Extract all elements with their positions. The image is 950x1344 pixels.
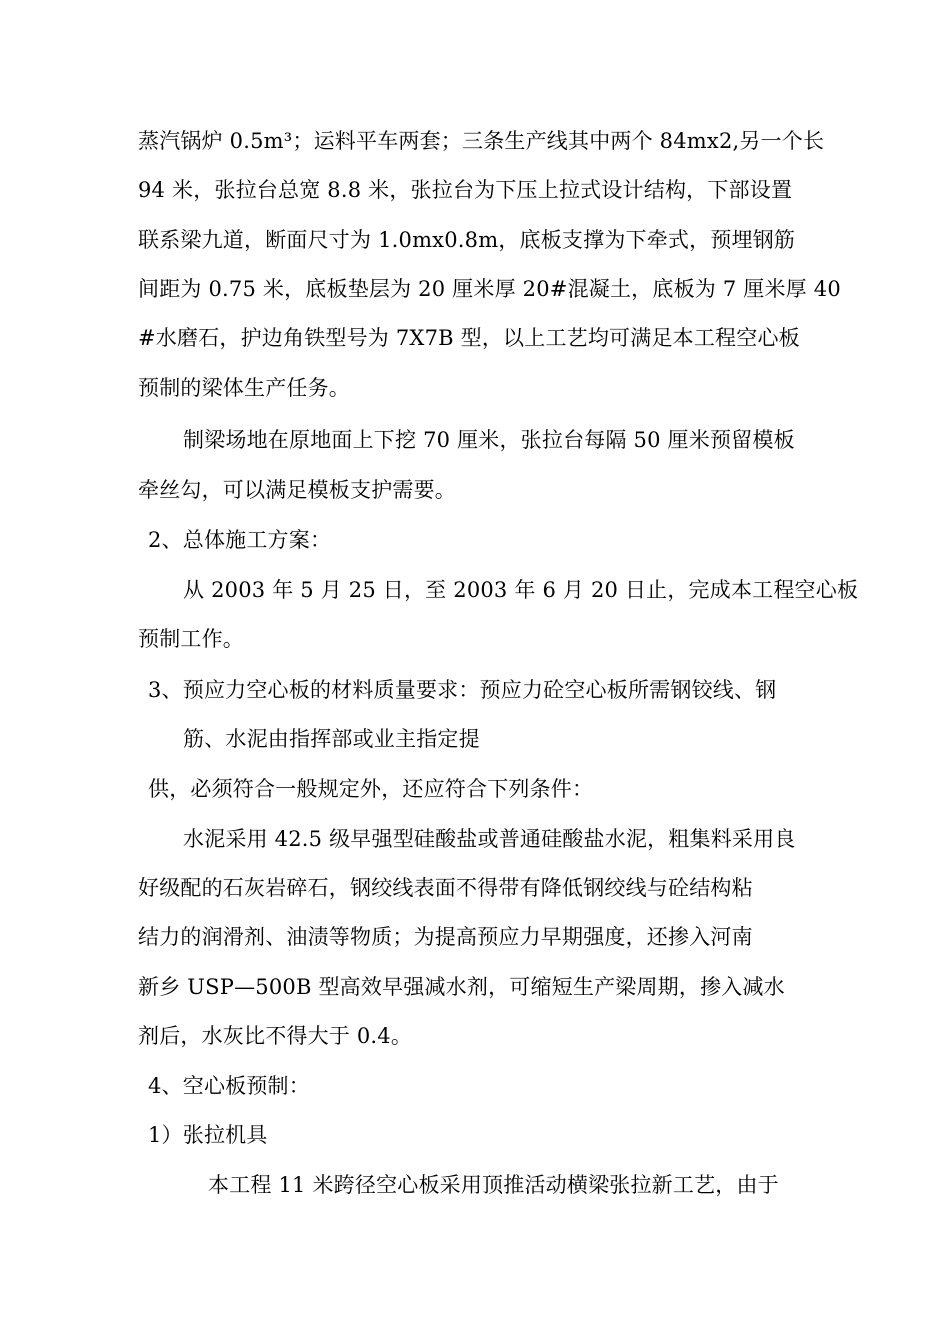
section-heading-2: 2、总体施工方案： (148, 528, 332, 552)
paragraph-line-22: 本工程 11 米跨径空心板采用顶推活动横梁张拉新工艺，由于 (208, 1173, 779, 1197)
paragraph-line-2: 94 米，张拉台总宽 8.8 米，张拉台为下压上拉式设计结构，下部设置 (138, 178, 793, 202)
paragraph-line-6: 预制的梁体生产任务。 (138, 376, 350, 400)
paragraph-line-19: 剂后，水灰比不得大于 0.4。 (138, 1024, 413, 1048)
section-heading-4: 4、空心板预制： (148, 1074, 310, 1098)
paragraph-line-14: 供，必须符合一般规定外，还应符合下列条件： (148, 777, 594, 801)
paragraph-line-11: 预制工作。 (138, 627, 244, 651)
paragraph-line-17: 结力的润滑剂、油渍等物质；为提高预应力早期强度，还掺入河南 (138, 925, 753, 949)
paragraph-line-7: 制梁场地在原地面上下挖 70 厘米，张拉台每隔 50 厘米预留模板 (183, 428, 795, 452)
paragraph-line-3: 联系梁九道，断面尺寸为 1.0mx0.8m，底板支撑为下牵式，预埋钢筋 (138, 228, 796, 252)
paragraph-line-13: 筋、水泥由指挥部或业主指定提 (183, 727, 480, 751)
paragraph-line-18: 新乡 USP—500B 型高效早强减水剂，可缩短生产梁周期，掺入减水 (138, 975, 785, 999)
paragraph-line-15: 水泥采用 42.5 级早强型硅酸盐或普通硅酸盐水泥，粗集料采用良 (183, 827, 796, 851)
subsection-heading-1: 1）张拉机具 (148, 1123, 268, 1147)
paragraph-line-5: #水磨石，护边角铁型号为 7X7B 型，以上工艺均可满足本工程空心板 (138, 326, 800, 350)
paragraph-line-4: 间距为 0.75 米，底板垫层为 20 厘米厚 20#混凝土，底板为 7 厘米厚 40 (138, 277, 841, 301)
paragraph-line-1: 蒸汽锅炉 0.5m³；运料平车两套；三条生产线其中两个 84mx2,另一个长 (138, 129, 825, 153)
paragraph-line-10: 从 2003 年 5 月 25 日，至 2003 年 6 月 20 日止，完成本工程空心板 (183, 578, 859, 602)
paragraph-line-8: 牵丝勾，可以满足模板支护需要。 (138, 478, 456, 502)
section-heading-3: 3、预应力空心板的材料质量要求：预应力砼空心板所需钢铰线、钢 (148, 678, 777, 702)
paragraph-line-16: 好级配的石灰岩碎石，钢绞线表面不得带有降低钢绞线与砼结构粘 (138, 876, 753, 900)
